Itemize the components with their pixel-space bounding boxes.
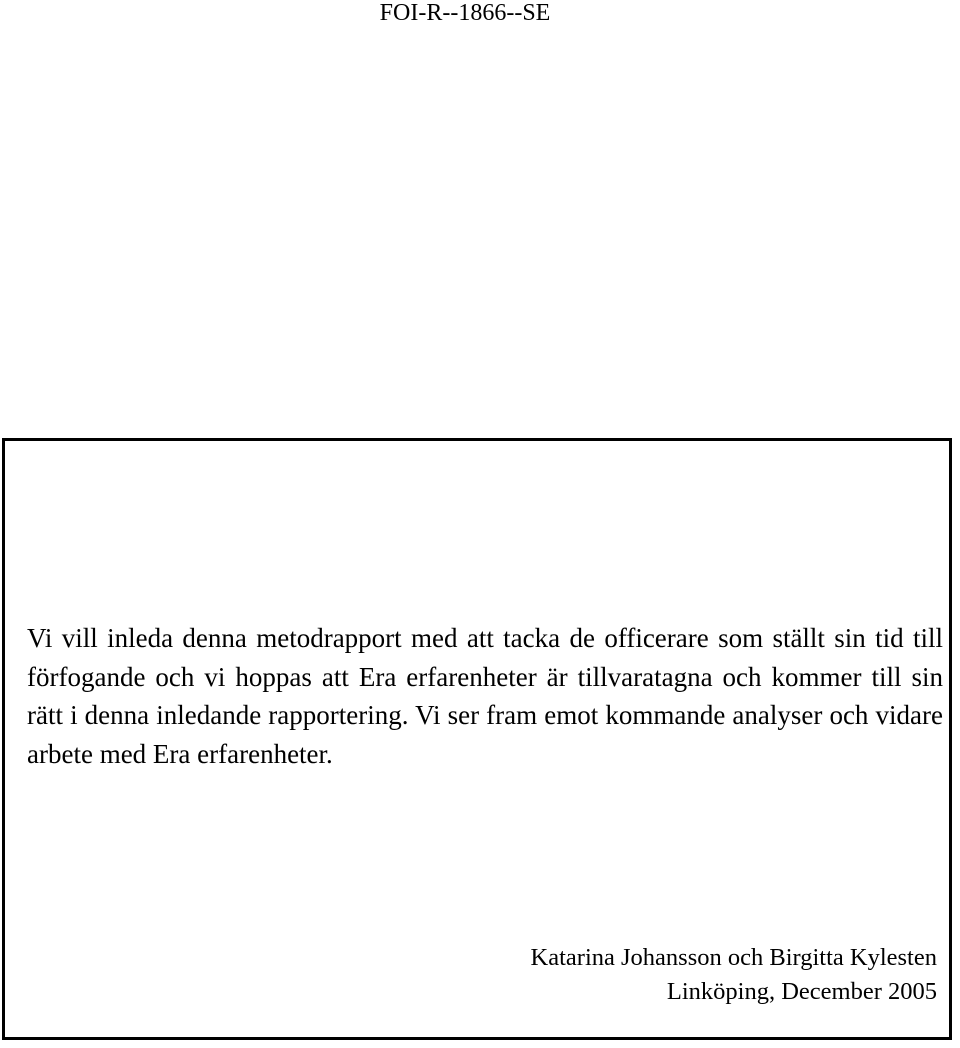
report-number: FOI-R--1866--SE — [379, 0, 551, 26]
acknowledgement-box — [2, 438, 952, 1040]
signature-block — [531, 941, 937, 1009]
place-date: Linköping, December 2005 — [666, 978, 937, 1005]
acknowledgement-text: Vi vill inleda denna metodrapport med att tacka de officerare som ställt sin tid till förfogande och vi hoppas att Era erfarenheter är tillvaratagna och kommer till sin rätt i denna inledande rapportering. Vi ser fram emot kommande analyser och vidare arbete med Era erfarenheter. — [27, 623, 943, 769]
authors: Katarina Johansson och Birgitta Kylesten — [530, 944, 937, 971]
